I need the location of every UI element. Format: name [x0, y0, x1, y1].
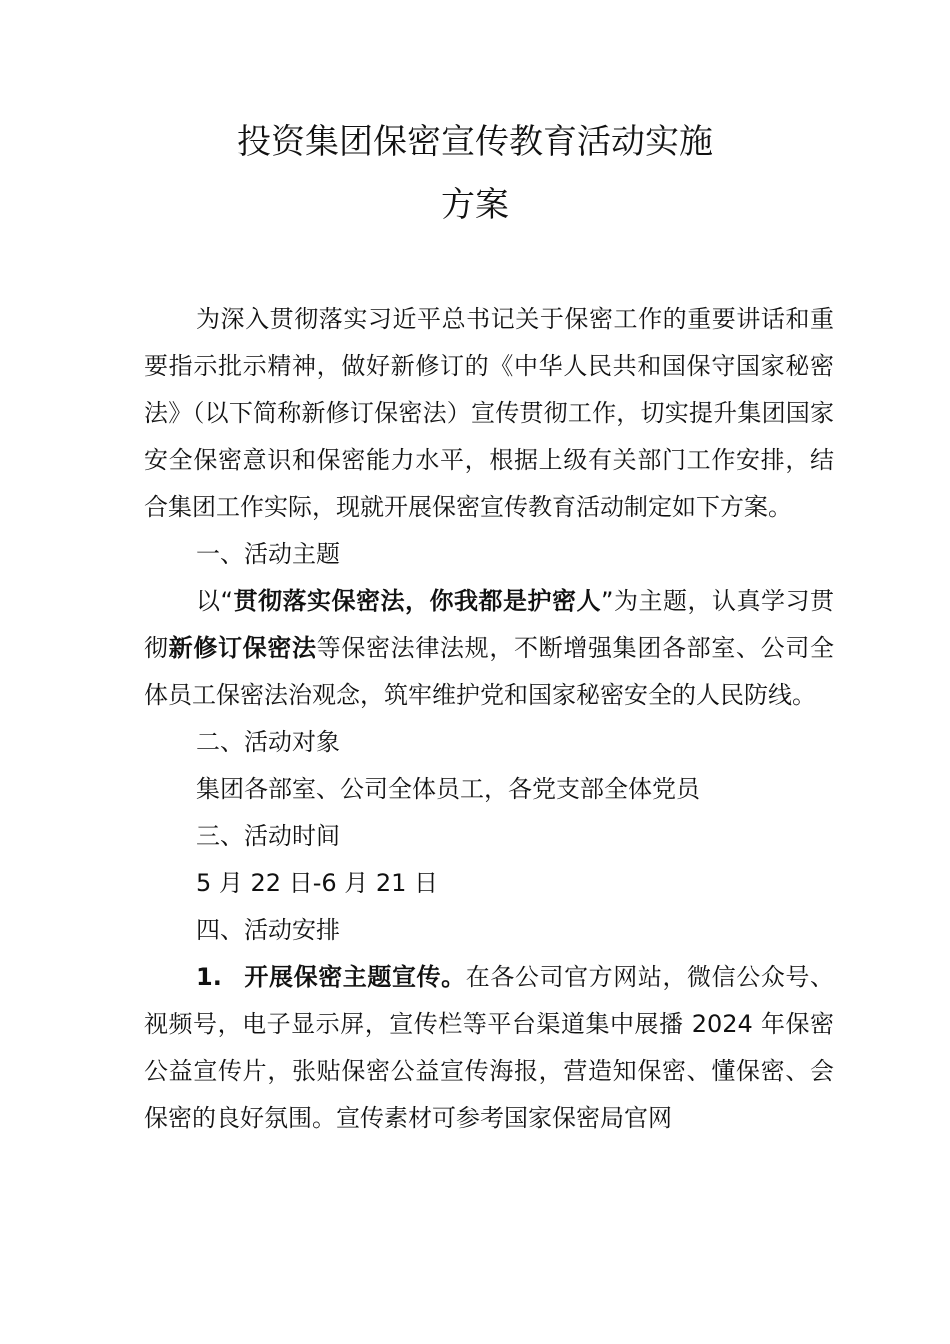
- document-title-line-2: 方案: [441, 185, 509, 225]
- time-paragraph: 5 月 22 日-6 月 21 日: [196, 869, 439, 897]
- document-body: [144, 296, 834, 1142]
- theme-paragraph: [144, 578, 834, 719]
- document-title-line-1: 投资集团保密宣传教育活动实施: [237, 122, 713, 162]
- item-text: 在各公司官方网站，微信公众号、视频号，电子显示屏，宣传栏等平台渠道集中展播 2024 年保密公益宣传片，张贴保密公益宣传海报，营造知保密、懂保密、会保密的良好氛围。宣传素材可参考国家保密局官网: [144, 963, 835, 1132]
- theme-law-name: 新修订保密法: [168, 634, 317, 662]
- target-paragraph: 集团各部室、公司全体员工，各党支部全体党员: [196, 775, 700, 803]
- theme-slogan: 贯彻落实保密法，你我都是护密人: [232, 587, 602, 615]
- section-heading-arrangement: 四、活动安排: [196, 916, 340, 944]
- theme-text-before: 以“: [196, 587, 233, 615]
- section-heading-time: 三、活动时间: [196, 822, 340, 850]
- intro-paragraph: 为深入贯彻落实习近平总书记关于保密工作的重要讲话和重要指示批示精神，做好新修订的《中华人民共和国保守国家秘密法》（以下简称新修订保密法）宣传贯彻工作，切实提升集团国家安全保密意识和保密能力水平，根据上级有关部门工作安排，结合集团工作实际，现就开展保密宣传教育活动制定如下方案。: [144, 305, 834, 521]
- arrangement-item-1: [144, 954, 834, 1142]
- section-heading-target: 二、活动对象: [196, 728, 340, 756]
- section-heading-theme: 一、活动主题: [196, 540, 340, 568]
- theme-text-after: 等保密法律法规，不断增强集团各部室、公司全体员工保密法治观念，筑牢维护党和国家秘密安全的人民防线。: [144, 634, 835, 709]
- theme-text-middle: ”为主题，认真学习贯彻: [144, 587, 835, 662]
- item-title: 开展保密主题宣传。: [243, 963, 466, 991]
- item-number: 1.: [196, 963, 222, 991]
